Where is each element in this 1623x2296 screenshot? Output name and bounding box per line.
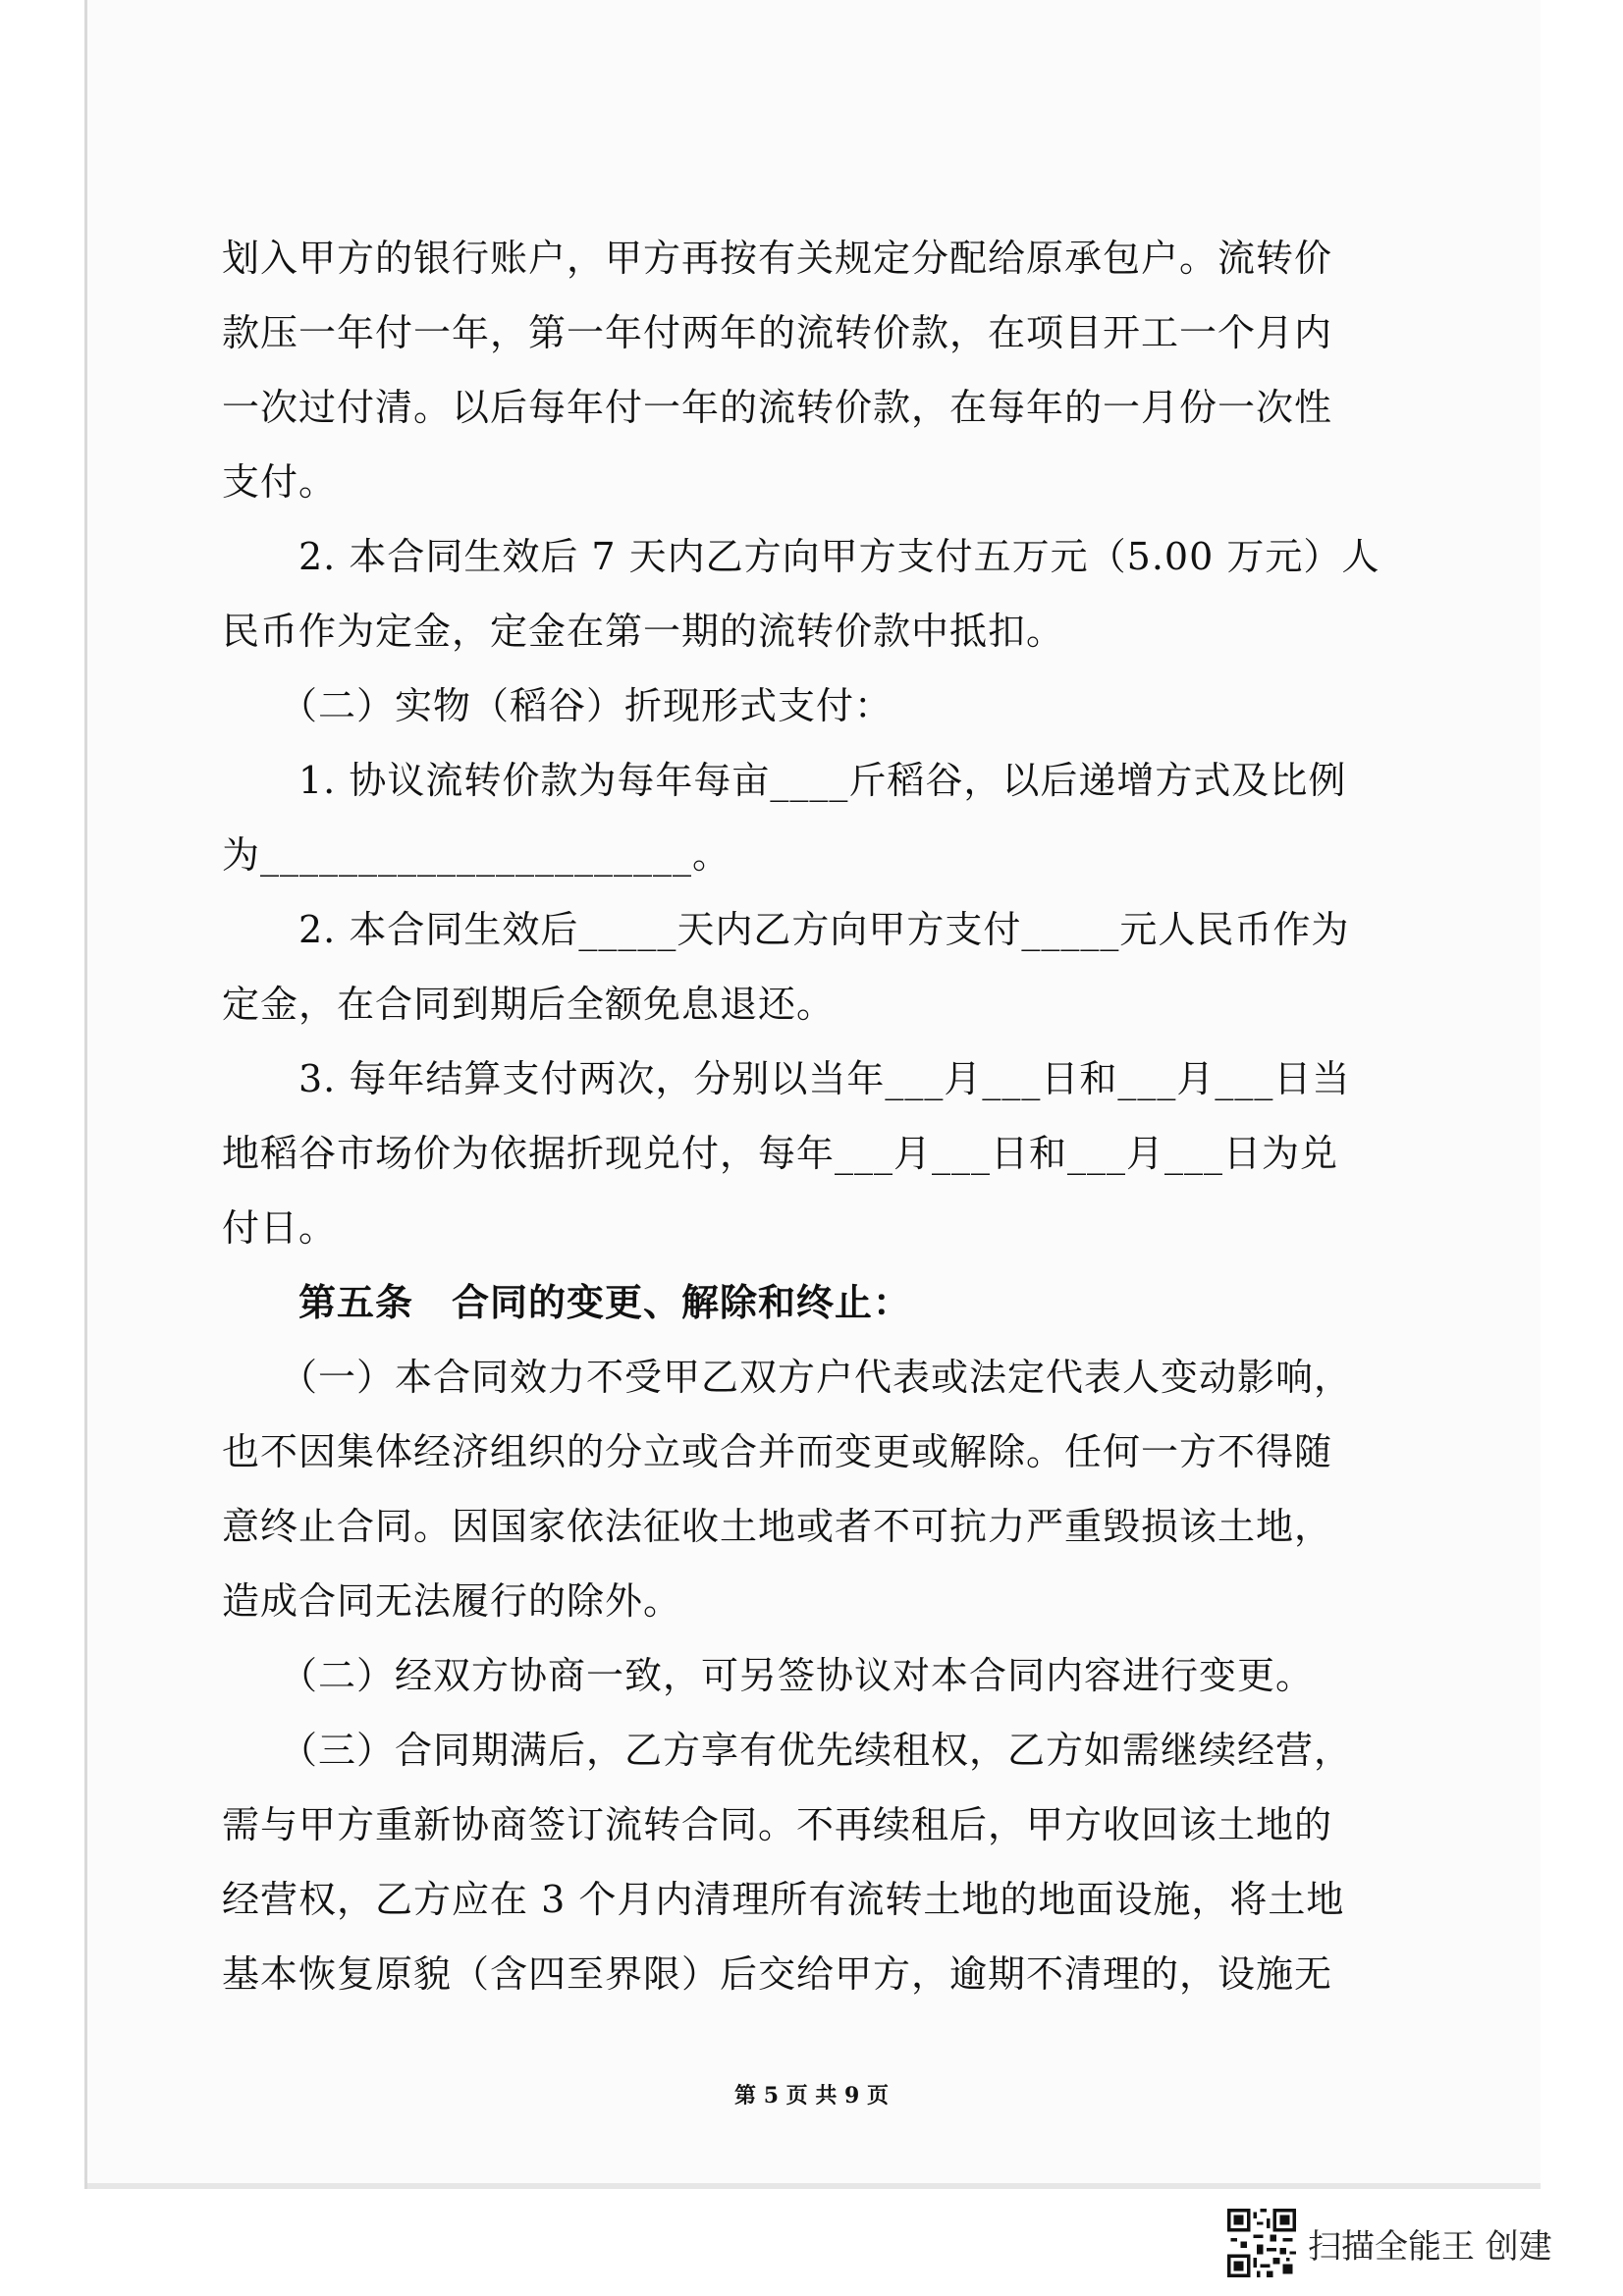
document-body bbox=[222, 221, 1380, 2011]
body-line: 定金，在合同到期后全额免息退还。 bbox=[222, 983, 836, 1026]
page-number: 第 5 页 共 9 页 bbox=[734, 2083, 889, 2109]
body-line: 民币作为定金，定金在第一期的流转价款中抵扣。 bbox=[222, 610, 1065, 653]
scanner-watermark bbox=[1227, 2209, 1552, 2277]
body-line: （二）实物（稻谷）折现形式支付： bbox=[222, 684, 893, 727]
watermark-text: 扫描全能王 创建 bbox=[1308, 2226, 1552, 2267]
body-line: 经营权，乙方应在 3 个月内清理所有流转土地的地面设施，将土地 bbox=[222, 1878, 1345, 1921]
body-line: 1. 协议流转价款为每年每亩____斤稻谷，以后递增方式及比例 bbox=[222, 759, 1347, 802]
body-line: 也不因集体经济组织的分立或合并而变更或解除。任何一方不得随 bbox=[222, 1430, 1333, 1473]
body-line: 付日。 bbox=[222, 1206, 338, 1250]
body-line: 地稻谷市场价为依据折现兑付，每年___月___日和___月___日为兑 bbox=[222, 1132, 1339, 1175]
body-line: 意终止合同。因国家依法征收土地或者不可抗力严重毁损该土地， bbox=[222, 1505, 1333, 1548]
body-line: （一）本合同效力不受甲乙双方户代表或法定代表人变动影响， bbox=[222, 1356, 1353, 1399]
body-line: 2. 本合同生效后 7 天内乙方向甲方支付五万元（5.00 万元）人 bbox=[222, 535, 1380, 578]
body-line: 造成合同无法履行的除外。 bbox=[222, 1579, 682, 1623]
body-line: 款压一年付一年，第一年付两年的流转价款，在项目开工一个月内 bbox=[222, 311, 1333, 354]
body-line: 3. 每年结算支付两次，分别以当年___月___日和___月___日当 bbox=[222, 1057, 1351, 1100]
body-line: 支付。 bbox=[222, 460, 338, 504]
qr-code-icon bbox=[1227, 2209, 1296, 2277]
body-line: （三）合同期满后，乙方享有优先续租权，乙方如需继续经营， bbox=[222, 1729, 1353, 1772]
body-line: 2. 本合同生效后_____天内乙方向甲方支付_____元人民币作为 bbox=[222, 908, 1350, 951]
body-line: 需与甲方重新协商签订流转合同。不再续租后，甲方收回该土地的 bbox=[222, 1803, 1333, 1846]
body-line: （二）经双方协商一致，可另签协议对本合同内容进行变更。 bbox=[222, 1654, 1315, 1697]
body-line: 基本恢复原貌（含四至界限）后交给甲方，逾期不清理的，设施无 bbox=[222, 1952, 1333, 1996]
body-line: 划入甲方的银行账户，甲方再按有关规定分配给原承包户。流转价 bbox=[222, 237, 1333, 280]
article-heading: 第五条 合同的变更、解除和终止： bbox=[222, 1280, 912, 1324]
body-line: 为______________________。 bbox=[222, 833, 731, 877]
body-line: 一次过付清。以后每年付一年的流转价款，在每年的一月份一次性 bbox=[222, 386, 1333, 429]
